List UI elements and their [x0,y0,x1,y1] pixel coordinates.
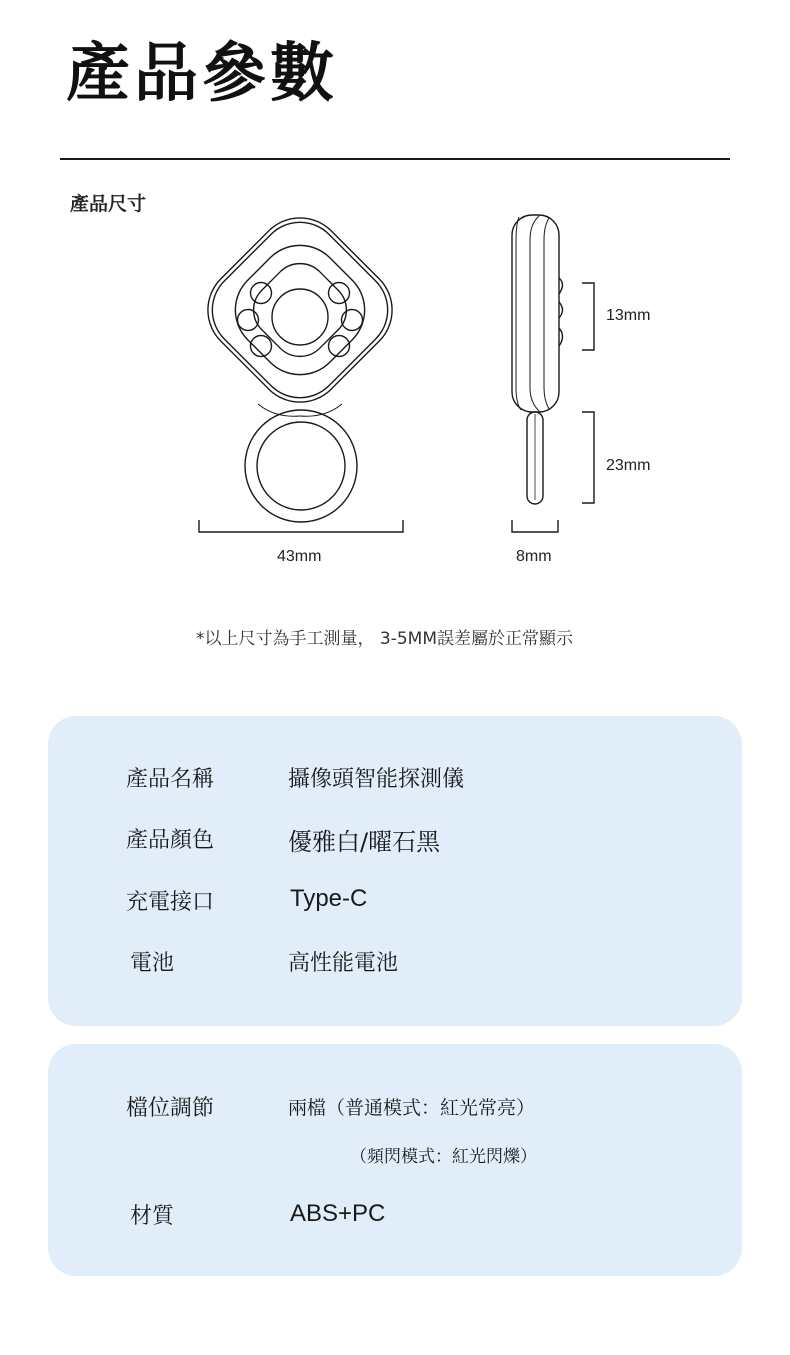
spec-value-mode-adjust: 兩檔（普通模式：紅光常亮） [288,1097,536,1119]
lens-span-dimension-line [582,283,594,350]
spec-value-material: ABS+PC [290,1200,386,1227]
spec-card-modes [48,1044,742,1276]
page-title: 產品參數 [66,37,338,111]
spec-value-mode-adjust-line2: （頻閃模式：紅光閃爍） [350,1147,537,1167]
thickness-dimension-line [512,520,558,532]
lanyard-ring [245,410,357,522]
device-side-view [512,215,563,504]
spec-card-basic [48,716,742,1026]
spec-label-material: 材質 [130,1204,175,1229]
width-dimension-label: 43mm [277,548,322,565]
spec-value-charging-port: Type-C [290,885,368,912]
spec-value-battery: 高性能電池 [288,951,399,976]
spec-value-color: 優雅白/曜石黑 [288,828,441,856]
lanyard-length-dimension-line [582,412,594,503]
spec-label-battery: 電池 [130,951,175,976]
spec-label-charging-port: 充電接口 [126,890,215,915]
product-dimension-drawing [0,0,790,600]
spec-label-mode-adjust: 檔位調節 [126,1096,215,1121]
lens-span-dimension-label: 13mm [606,307,651,324]
lanyard-length-dimension-label: 23mm [606,457,651,474]
spec-value-product-name: 攝像頭智能探測儀 [288,767,465,792]
dimension-section-label: 產品尺寸 [70,193,147,215]
device-front-view [190,200,411,421]
measurement-footnote: *以上尺寸為手工測量， 3-5MM誤差屬於正常顯示 [196,629,574,649]
spec-label-color: 產品顏色 [126,828,215,853]
thickness-dimension-label: 8mm [516,548,552,565]
spec-label-product-name: 產品名稱 [126,767,215,792]
